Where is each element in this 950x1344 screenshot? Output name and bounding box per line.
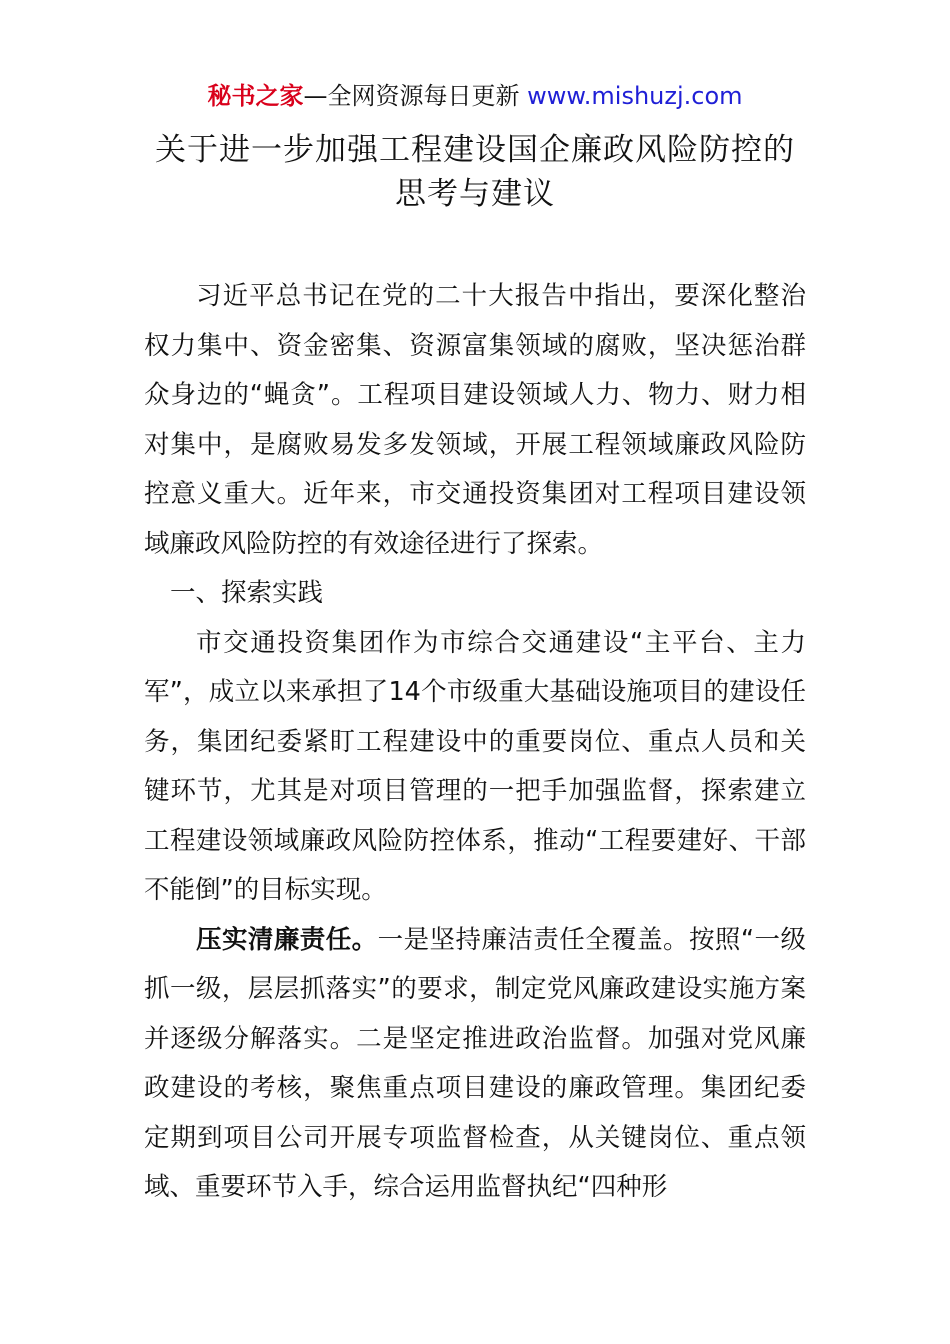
paragraph-responsibility-text: 一是坚持廉洁责任全覆盖。按照“一级抓一级，层层抓落实”的要求，制定党风廉政建设实施方案并逐级分解落实。二是坚定推进政治监督。加强对党风廉政建设的考核，聚焦重点项目建设的廉政管理。集团纪委定期到项目公司开展专项监督检查，从关键岗位、重点领域、重要环节入手，综合运用监督执纪“四种形 [144, 924, 806, 1202]
paragraph-practice: 市交通投资集团作为市综合交通建设“主平台、主力军”，成立以来承担了14个市级重大基础设施项目的建设任务，集团纪委紧盯工程建设中的重要岗位、重点人员和关键环节，尤其是对项目管理的一把手加强监督，探索建立工程建设领域廉政风险防控体系，推动“工程要建好、干部不能倒”的目标实现。 [144, 627, 806, 905]
paragraph-lead-bold: 压实清廉责任。 [196, 924, 378, 955]
section-heading: 一、探索实践 [170, 578, 324, 608]
title-line-1: 关于进一步加强工程建设国企廉政风险防控的 [155, 132, 795, 168]
site-brand: 秘书之家 [207, 82, 304, 110]
document-body [144, 272, 806, 1213]
site-header [0, 80, 950, 112]
site-tagline: —全网资源每日更新 [303, 82, 520, 110]
paragraph-responsibility [144, 916, 806, 1213]
document-title [100, 128, 850, 216]
paragraph-intro: 习近平总书记在党的二十大报告中指出，要深化整治权力集中、资金密集、资源富集领域的腐败，坚决惩治群众身边的“蝇贪”。工程项目建设领域人力、物力、财力相对集中，是腐败易发多发领域，开展工程领域廉政风险防控意义重大。近年来，市交通投资集团对工程项目建设领域廉政风险防控的有效途径进行了探索。 [144, 281, 806, 559]
site-url-link[interactable]: www.mishuzj.com [527, 82, 743, 110]
title-line-2: 思考与建议 [395, 176, 555, 212]
